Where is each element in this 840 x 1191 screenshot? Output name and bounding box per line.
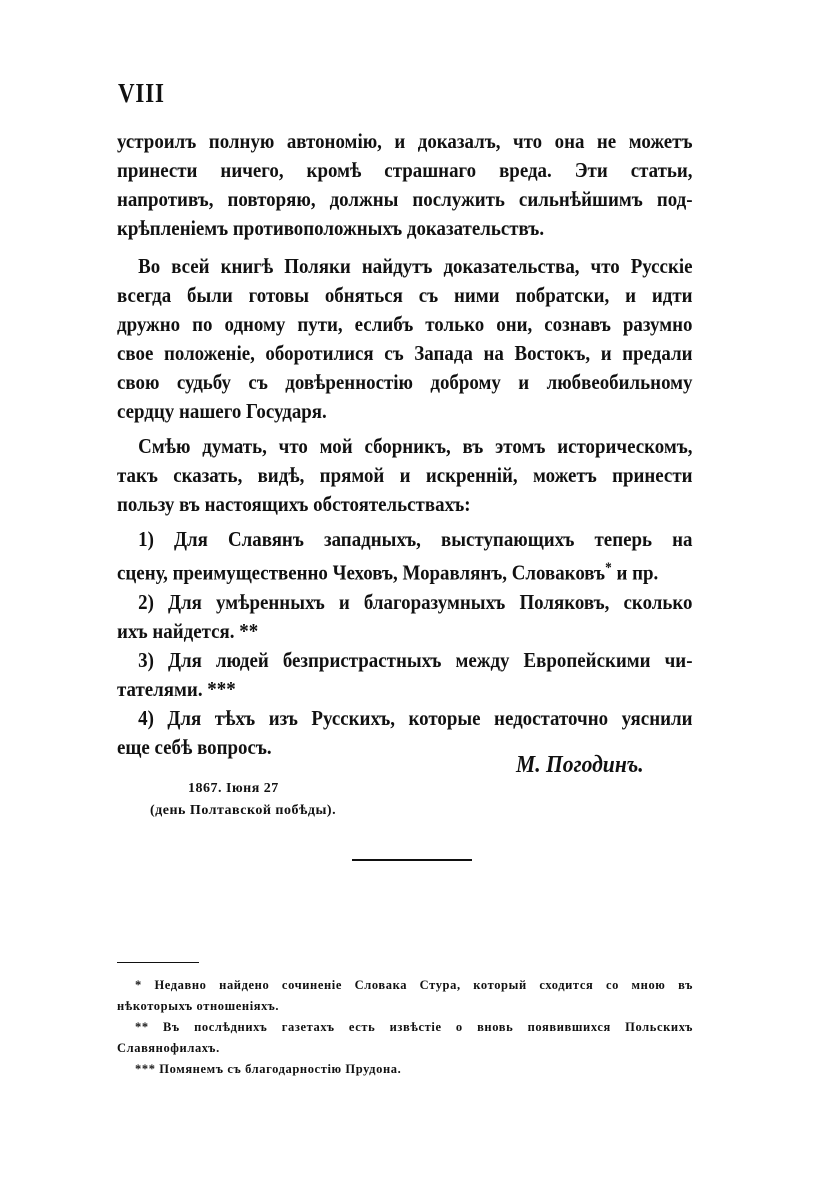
text-line: устроилъ полную автономію, и доказалъ, что она не можетъ xyxy=(117,129,693,153)
text-line: свое положеніе, оборотилися съ Запада на Востокъ, и предали xyxy=(117,341,693,365)
footnote-2: ** Въ послѣднихъ газетахъ есть извѣстіе о вновь появившихся Польскихъ xyxy=(135,1020,693,1034)
list-item: 4) Для тѣхъ изъ Русскихъ, которые недостаточно уяснили xyxy=(138,705,693,730)
paragraph-continuation xyxy=(117,127,693,243)
text-line: такъ сказать, видѣ, прямой и искренній, можетъ принести xyxy=(117,463,693,487)
text-line: напротивъ, повторяю, должны послужить сильнѣйшимъ под- xyxy=(117,187,693,211)
section-divider xyxy=(352,859,472,861)
page-number: VIII xyxy=(118,78,165,108)
list-item-continuation: ихъ найдется. ** xyxy=(117,618,259,643)
footnote-3: *** Помянемъ съ благодарностію Прудона. xyxy=(135,1062,402,1076)
text-line: дружно по одному пути, еслибъ только они, сознавъ разумно xyxy=(117,312,693,336)
text-line: Во всей книгѣ Поляки найдутъ доказательства, что Русскіе xyxy=(138,254,693,278)
text-line: всегда были готовы обняться съ ними побратски, и идти xyxy=(117,283,693,307)
list-item: 2) Для умѣренныхъ и благоразумныхъ Поляковъ, сколько xyxy=(138,589,693,614)
paragraph-collection xyxy=(117,432,693,519)
text-line: Смѣю думать, что мой сборникъ, въ этомъ историческомъ, xyxy=(138,434,693,458)
list-item: 3) Для людей безпристрастныхъ между Европейскими чи- xyxy=(138,647,693,672)
list-item-continuation: тателями. *** xyxy=(117,676,236,701)
list-text: сцену, преимущественно Чеховъ, Моравлянъ, Словаковъ xyxy=(117,560,606,585)
audience-list xyxy=(117,525,693,762)
text-line: пользу въ настоящихъ обстоятельствахъ: xyxy=(117,492,471,516)
text-line: крѣпленіемъ противоположныхъ доказательствъ. xyxy=(117,216,545,240)
list-item: 1) Для Славянъ западныхъ, выступающихъ теперь на xyxy=(138,527,693,551)
footnote-1-continuation: нѣкоторыхъ отношеніяхъ. xyxy=(117,999,280,1013)
footnote-1: * Недавно найдено сочиненіе Словака Стура, который сходится со мною въ xyxy=(135,978,693,992)
date-line: 1867. Іюня 27 xyxy=(188,781,279,796)
list-item-continuation: еще себѣ вопросъ. xyxy=(117,734,272,759)
date-block xyxy=(150,778,336,822)
footnote-divider xyxy=(117,962,199,963)
footnote-marker: * xyxy=(605,560,612,576)
date-occasion: (день Полтавской побѣды). xyxy=(150,803,337,818)
author-signature: М. Погодинъ. xyxy=(516,752,644,778)
paragraph-poles xyxy=(117,252,693,426)
text-line: свою судьбу съ довѣренностію доброму и любвеобильному xyxy=(117,370,693,394)
text-line: принести ничего, кромѣ страшнаго вреда. Эти статьи, xyxy=(117,158,693,182)
footnote-2-continuation: Славянофилахъ. xyxy=(117,1041,220,1055)
list-item-continuation: сцену, преимущественно Чеховъ, Моравлянъ, Словаковъ* и пр. xyxy=(117,560,659,585)
footnotes xyxy=(117,975,693,1080)
text-line: сердцу нашего Государя. xyxy=(117,399,327,423)
